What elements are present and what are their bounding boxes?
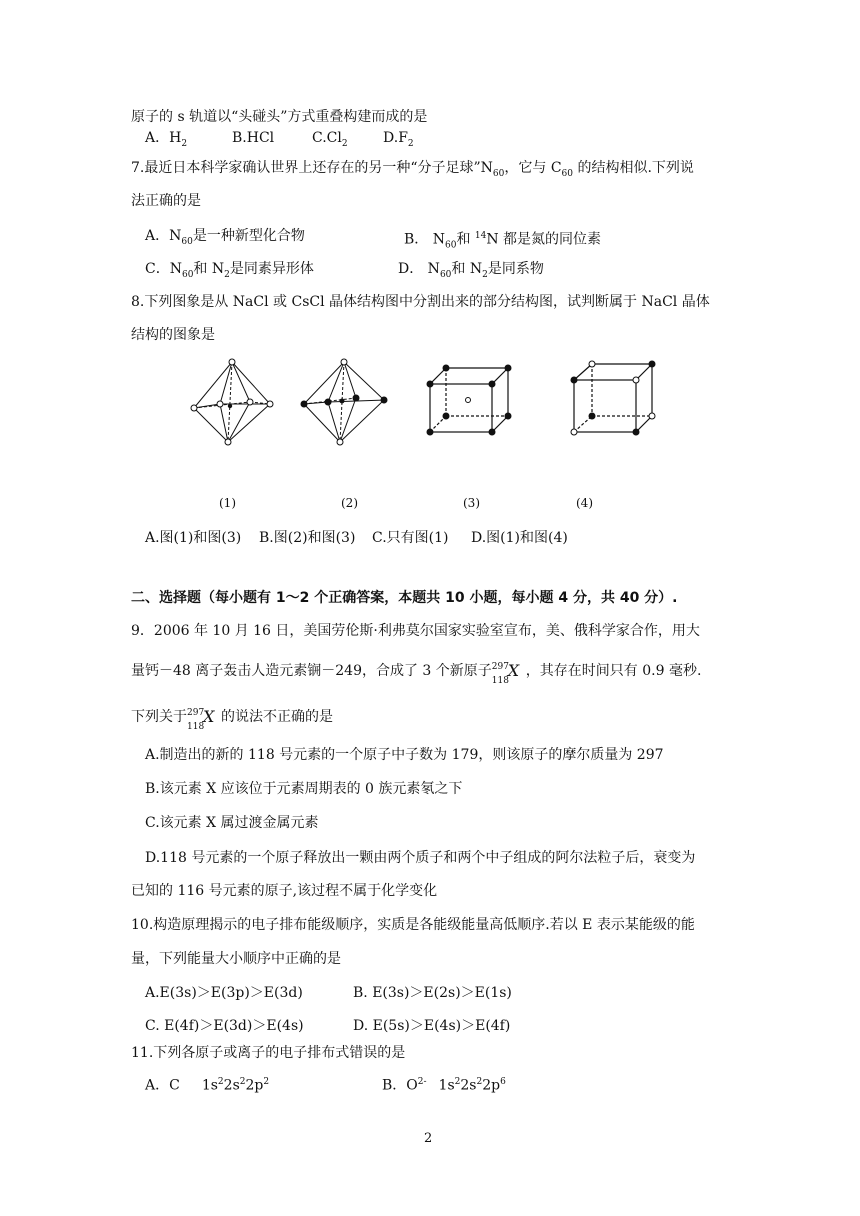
- q10-stem-line2: 量，下列能量大小顺序中正确的是: [131, 951, 341, 967]
- q7-option-d[interactable]: D． $N_{60}$和 $N_2$是同系物: [398, 261, 544, 280]
- q8-option-b[interactable]: B.图(2)和图(3): [259, 530, 356, 546]
- nuclide-symbol: 297 118 X: [187, 707, 215, 732]
- q9-option-d-line2[interactable]: 已知的 116 号元素的原子,该过程不属于化学变化: [131, 883, 438, 899]
- q9-option-c[interactable]: C.该元素 X 属过渡金属元素: [145, 815, 319, 831]
- q7-option-a[interactable]: A．$N_{60}$是一种新型化合物: [145, 228, 305, 247]
- q8-stem-line2: 结构的图象是: [131, 327, 215, 343]
- figure-1-octahedron: [186, 356, 278, 448]
- q11-stem: 11.下列各原子或离子的电子排布式错误的是: [131, 1045, 406, 1061]
- q9-stem-line2: 量钙－48 离子轰击人造元素锎－249，合成了 3 个新原子 297 118 X ，其存在时间只有 0.9 毫秒.: [131, 661, 702, 686]
- q6-option-a[interactable]: A．$H_2$: [145, 130, 188, 149]
- nuclide-symbol: 297 118 X: [491, 661, 520, 686]
- figure-4-label: (4): [576, 496, 593, 510]
- figure-3-cube: [422, 360, 518, 440]
- figure-4-cube: [566, 360, 662, 440]
- q9-option-d-line1[interactable]: D.118 号元素的一个原子释放出一颗由两个质子和两个中子组成的阿尔法粒子后，衰变为: [145, 850, 696, 866]
- q11-option-a[interactable]: A．C $1s^22s^22p^2$: [145, 1077, 270, 1094]
- q11-option-b[interactable]: B．$O^{2-}$ $1s^22s^22p^6$: [382, 1077, 506, 1094]
- section-2-heading: 二、选择题（每小题有 1～2 个正确答案，本题共 10 小题，每小题 4 分，共 40 分）.: [131, 590, 678, 606]
- q8-option-a[interactable]: A.图(1)和图(3): [145, 530, 242, 546]
- figure-3-label: (3): [463, 496, 480, 510]
- q10-option-d[interactable]: D. E(5s)＞E(4s)＞E(4f): [353, 1018, 511, 1034]
- q7-option-c[interactable]: C．$N_{60}$和 $N_2$是同素异形体: [145, 261, 314, 280]
- q9-stem-line3: 下列关于 297 118 X 的说法不正确的是: [131, 707, 333, 732]
- q9-stem-line1: 9．2006 年 10 月 16 日，美国劳伦斯·利弗莫尔国家实验室宣布，美、俄科学家合作，用大: [131, 623, 700, 639]
- figure-2-label: (2): [341, 496, 358, 510]
- q9-option-a[interactable]: A.制造出的新的 118 号元素的一个原子中子数为 179，则该原子的摩尔质量为 297: [145, 747, 664, 763]
- q6-option-d[interactable]: $D.F_2$: [383, 130, 414, 149]
- q6-stem-tail: 原子的 s 轨道以“头碰头”方式重叠构建而成的是: [131, 109, 428, 125]
- q7-stem-line1: 7.最近日本科学家确认世界上还存在的另一种“分子足球$”N_{60}$，它与 $C_{60}$ 的结构相似.下列说: [131, 160, 694, 179]
- q6-option-b[interactable]: B.HCl: [232, 130, 275, 146]
- q7-stem-line2: 法正确的是: [131, 193, 201, 209]
- page-number: 2: [424, 1131, 433, 1146]
- q8-option-c[interactable]: C.只有图(1): [372, 530, 449, 546]
- q7-option-b[interactable]: B． $N_{60}$和 $^{14}$N 都是氮的同位素: [404, 231, 602, 251]
- q8-option-d[interactable]: D.图(1)和图(4): [471, 530, 568, 546]
- q9-option-b[interactable]: B.该元素 X 应该位于元素周期表的 0 族元素氡之下: [145, 781, 463, 797]
- q6-option-c[interactable]: $C.Cl_2$: [312, 130, 348, 149]
- q10-option-b[interactable]: B. E(3s)＞E(2s)＞E(1s): [353, 985, 512, 1001]
- figure-1-label: (1): [219, 496, 236, 510]
- q8-stem-line1: 8.下列图象是从 NaCl 或 CsCl 晶体结构图中分割出来的部分结构图，试判断属于 NaCl 晶体: [131, 294, 710, 310]
- q10-option-c[interactable]: C. E(4f)＞E(3d)＞E(4s): [145, 1018, 304, 1034]
- q10-option-a[interactable]: A.E(3s)＞E(3p)＞E(3d): [145, 985, 303, 1001]
- q10-stem-line1: 10.构造原理揭示的电子排布能级顺序，实质是各能级能量高低顺序.若以 E 表示某能级的能: [131, 917, 695, 933]
- figure-2-octahedron: [294, 356, 394, 448]
